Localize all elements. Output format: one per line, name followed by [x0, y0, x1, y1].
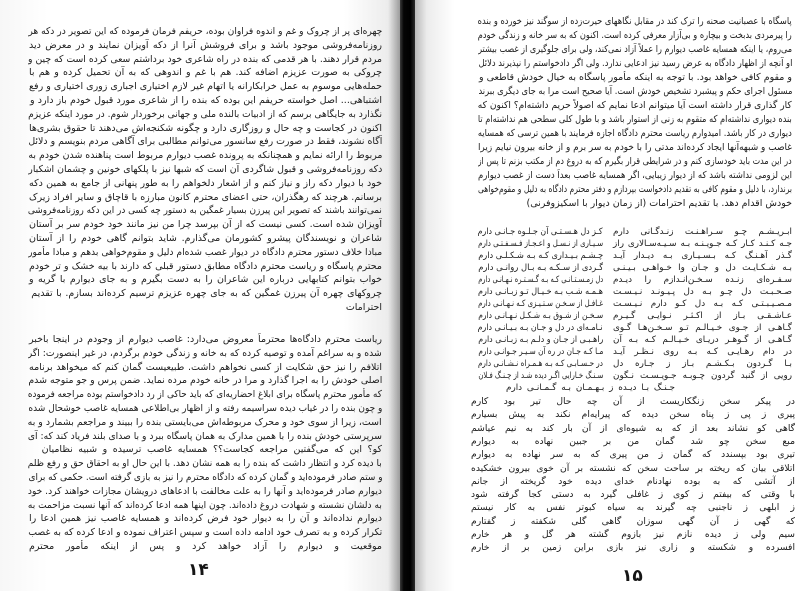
- left-paragraph-1-line-text: مربوط را ارائه نمایم و همچنانکه به پرونده غصب دیوارم مربوط است پناهنده شدن خودم به: [28, 150, 382, 162]
- left-paragraph-1-line-text: اکنون در کجاست و چه حال و روزگاری دارد و چگونه شکنجه‌اش می‌دهند تا حقوق بشری‌ها: [29, 122, 382, 134]
- verse-first-hemistich-text: مـصـیـبـتـی کـه بـه دل کـو دارم نـیـسـت: [613, 299, 792, 309]
- verse-second-hemistich: [478, 370, 603, 382]
- right-prose-line-text: و مقوم کافی خواهد بود. با توجه به اینکه مأمور پاسگاه به خیال خودش قاطعی و: [479, 72, 792, 83]
- verse-final-line: [505, 382, 675, 394]
- verse-block-line: [470, 422, 795, 435]
- book-gutter: [400, 0, 415, 591]
- verse-first-hemistich-text: در دام رهـایـی کـه بـه روی نـظـر آیـد: [613, 347, 792, 357]
- right-prose-line: [478, 141, 792, 155]
- verse-second-hemistich: [478, 274, 603, 286]
- left-paragraph-2-line-text: شده و به سراغم آمده و توصیه کرده که به خانه و زندگی خودم برگردم، در غیر اینصورت: اگر: [28, 347, 382, 359]
- right-prose-line-text: بنده دیواری نداشته‌ام که متقوم به زنی از استوار باشد و با طول کلی سطحی هم نداشته‌ام تا: [478, 114, 792, 125]
- verse-block-line-text: اتلاقی بیان که ریخته بر ساحت سخن که نشسته بر آن خوی بیرون خشکیده: [471, 462, 795, 474]
- verse-block-line: [470, 488, 795, 501]
- verse-final-line-text: جـنـگ بـا دیـده ز بـهـمـان بـه گـمـانـی دارم: [506, 383, 675, 393]
- verse-block-line: [470, 448, 795, 461]
- verse-second-hemistich: [478, 298, 603, 310]
- left-paragraph-1-line-text: مبادا خلاف دستور محترم دادگاه در دیوار غصب شده‌ام دلیل و مقوم‌خواهی بدهم و مبادا مأمور: [28, 246, 382, 258]
- verse-block-line-text: افسرده و شکسته و زاری نیز بازی براین زمین بر از خارم: [471, 542, 795, 554]
- left-paragraph-1-line: [28, 287, 382, 301]
- left-paragraph-1-line-text: چروکهای چهره آن پیرزن غمگین که به جای چهره عزیزم ترسیم کرده‌اند بسازم. با تقدیم: [31, 288, 382, 300]
- left-paragraph-1-line: [28, 122, 382, 136]
- verse-first-hemistich-text: ابـریـشـم چـو سـراهـنـت زنـدگـانی دارم: [613, 227, 792, 237]
- right-prose-line-text: می‌روم، یا اینکه همسایه غاصب دیوارم را عملاً آزاد نمی‌کند، ولی برای جلوگیری از غصب بیشتر: [478, 44, 792, 55]
- right-prose-line-text: برندارد، با دلیل و مقوم کافی به تقدیم دادخواست بپردازم و دفتر محترم دادگاه به دلیل و مقوم‌خواهی: [478, 184, 792, 195]
- right-prose-line: [478, 197, 792, 211]
- right-prose-line-text: خودش اقدام دهد. با تقدیم احترامات (از زمان دیوار با اسکیزوفرنی): [526, 198, 792, 209]
- left-paragraph-1-line: [28, 218, 382, 232]
- verse-second-hemistich: [478, 334, 603, 346]
- verse-block-line: [470, 541, 795, 554]
- left-paragraph-2-line-text: کو؟ این که می‌گفتین مراجعه کجاست؟؟ همسایه غاصب ترسیده و شبیه نظامیان: [41, 444, 382, 456]
- left-paragraph-1-line-text: چروکی به صورت عزیزم اضافه کند. هم با غم و اندوهی که به آن تحمیل کرده و هم با: [29, 67, 382, 79]
- right-prose-line: [478, 85, 792, 99]
- verse-first-hemistich-text: بـه شـکـایـت دل و جـان وا خـواهـی بـیـنـی: [613, 263, 792, 273]
- verse-second-hemistich: [478, 310, 603, 322]
- left-paragraph-1-line-text: حمله‌هایی موسوم به عمل خرابکارانه یا اتهام غیر لازم اختیاری اجباری زوری اختیاری و رفع: [29, 81, 382, 93]
- left-paragraph-1-line-text: شاعران و نویسندگان پیشرو کشورمان می‌گذارم. شاید بتوانم گاهی خودم را از آستان: [29, 233, 382, 244]
- right-prose-line-text: دیواری در کار باشد. امیدوارم ریاست محترم دادگاه اجازه فرمایند با همین ترسی که همسایه: [478, 128, 792, 139]
- left-paragraph-2-line: [28, 416, 382, 430]
- left-paragraph-2-line-text: ریاست محترم دادگاه‌ها محترماً معروض می‌دارد: غاصب دیوارم از وجودم در اینجا باخبر: [29, 334, 382, 345]
- verse-block-line-text: پیری ز پی ز پناه سخن دیده که پیرایه‌ام نکند به پیش بسیارم: [471, 409, 795, 421]
- verse-first-hemistich-text: عـاشـقـی بـاز از اکـثـر نـوایـی گـیـرم: [613, 311, 792, 321]
- verse-block-line-text: از آتشی که به بوده نهادنام خدای دیده خود گریخته از جانم: [471, 475, 795, 487]
- right-prose-line-text: مسئول اجرای حکم و پیشبرد تشخیص خودش است. آیا صحیح است مرا به جای دیگری ببرند: [478, 86, 792, 97]
- left-paragraph-2-line-text: و ستم صادر فرموده‌اید و گمان کرده که دادگاه محترم را نیز به بازی گرفته است. حکمی که برای: [28, 472, 382, 483]
- verse-second-hemistich-text: دل زمـسـتـانـی کـه بـه گـسـتـره نـهـانـی دارم: [478, 275, 603, 285]
- verse-first-hemistich: [612, 310, 792, 322]
- left-paragraph-1-line: [28, 66, 382, 80]
- left-paragraph-2-line: [28, 526, 382, 540]
- left-paragraph-1-line-text: دکه روزنامه‌فروشی و قبول شاگردی آن است که شبها نیز با پلکهای خونین و چشمان اشکبار: [28, 164, 382, 175]
- verse-block-line-text: سیم ولی ز دیده نازم نیز بازوم گشته هر گل و هر خارم: [471, 529, 795, 540]
- left-paragraph-2-line-text: تکرار کرده و به تصرف خود ادامه داده است و سپس اعتراف نموده و ادعا کرده که به غصب: [28, 527, 382, 539]
- verse-block-line-text: با وقتی که بیفتم ز کوی ز غافلی گیرد به دستی کجا گرفته شود: [471, 489, 795, 501]
- left-paragraph-1-line: [28, 204, 382, 218]
- right-prose-line-text: را پیرمردی بدبخت و بیچاره و بی‌آزار معرفی کرده است. اکنون که به سر خانه و زندگی خودم: [478, 30, 792, 41]
- left-paragraph-2-line: [28, 540, 382, 554]
- right-prose-line: [478, 99, 792, 113]
- verse-second-hemistich-text: راهـبـی از جـان و دلـم بـه زبـانـی دارم: [478, 335, 603, 345]
- left-paragraph-2-line-text: دیوارم نداده‌اند و آن را به دیوار خود فرض کرده‌اند و همسایه غاصب نیز همین ادعا را: [29, 513, 382, 525]
- right-prose-line: [478, 71, 792, 85]
- left-paragraph-2-line-text: به دلشان نشسته و شهادت دروغ داده‌اند. چون اینها همه ادعا کرده‌اند که آنها نسبت مزاحمت به: [28, 499, 382, 511]
- verse-second-hemistich: [478, 238, 603, 250]
- left-paragraph-1-line: [28, 163, 382, 177]
- verse-block-line: [470, 475, 795, 488]
- verse-first-hemistich-text: صـحـبـت دل چـو بـه دل پـیـونـد نـیـسـت: [613, 287, 792, 297]
- right-prose-line: [478, 57, 792, 71]
- verse-block-line: [470, 528, 795, 541]
- left-paragraph-2-line-text: و چون بنده را در غیاب دیده سراسیمه رفته و از اظهار بی‌اطلاعی همسایه غاصب خوشحال شده: [28, 403, 382, 414]
- left-paragraph-1-line: [28, 177, 382, 191]
- right-prose-line-text: او آنچه از اظهار دادگاه به عرض رسید نیز ادعایی ندارد. ولی اگر دادخواستم را نپذیرند دلائل: [478, 58, 792, 69]
- right-prose-line: [478, 113, 792, 127]
- verse-block-line-text: گاهی کو نشاند بعد از که به شیوه‌ای از آن بار کند به نیم عیاشم: [471, 422, 795, 434]
- verse-first-hemistich-text: رویی از گنبد گردون چـوبـه جـویـسـت نـگون: [613, 371, 792, 381]
- verse-second-hemistich: [478, 358, 603, 370]
- verse-second-hemistich-text: در حـسـابـی کـه بـه هـمـراه نـشـانـی دارم: [478, 359, 603, 369]
- verse-second-hemistich-text: چـشـم بـیـداری کـه بـه شـکـلـی دارم: [478, 251, 603, 261]
- left-paragraph-1-line: [28, 273, 382, 287]
- verse-second-hemistich: [478, 250, 603, 262]
- verse-block-line: [470, 435, 795, 448]
- verse-block-line: [470, 395, 795, 408]
- left-paragraph-1-line: [28, 94, 382, 108]
- left-paragraph-2-line: [28, 512, 382, 526]
- right-prose-line-text: در این مدت باید خودسازی کنم و در شرایطی قرار بگیرم که به دروغ دم از مکتب بزنم تا پس از: [478, 156, 792, 167]
- left-paragraph-2-line: [28, 347, 382, 361]
- verse-second-hemistich-text: گـردی از سـکـه بـه بـال روانـی دارم: [478, 263, 603, 273]
- verse-first-hemistich: [612, 322, 792, 334]
- left-paragraph-1-line-text: احترامات: [345, 302, 382, 313]
- left-paragraph-2-line-text: اتلافم را نیز حق شکایت از کسی نخواهم داشت. طبیعیست گمان کنم که میخواهد برنامه: [29, 361, 382, 373]
- verse-second-hemistich-text: سـخـن از شـوق بـه شـکـل نـهـانـی دارم: [478, 311, 603, 321]
- left-paragraph-1-line: [28, 135, 382, 149]
- right-prose-line-text: پاسگاه با عصبانیت صحنه را ترک کند در مقابل نگاههای حیرت‌زده از سوگند نیز خورده و بنده: [478, 16, 792, 27]
- verse-block-line-text: در پیکر سخن زنگکاریست از آن چه حال تیر بود کارم: [471, 396, 795, 407]
- verse-first-hemistich: [612, 250, 792, 262]
- verse-first-hemistich-text: سـفـره‌ای زنـده سـخـن‌انـدازم را دیـدم: [613, 275, 792, 285]
- right-prose-line: [478, 15, 792, 29]
- verse-block-line-text: که گهی ز آن گهی سوزان گاهی گلی شکفته ز گفتارم: [471, 515, 795, 527]
- verse-block-line: [470, 462, 795, 475]
- left-paragraph-1-line: [28, 301, 382, 315]
- left-paragraph-1-line-text: خود با دیوار دکه راز و نیاز کنم و از اشعار دلخواهم را به طور پنهانی از جامع به همین دکه: [29, 177, 382, 189]
- left-page: [0, 0, 400, 591]
- left-paragraph-1-line-text: آویزان شده است. کسی نیست که از آن بپرسد چرا من نیز مانند خود خودم سر بر آستان: [29, 219, 382, 231]
- verse-first-hemistich-text: گـذر آهـنـگ کـه بـسـیـاری بـه دیـدار آیـد: [613, 251, 792, 261]
- verse-second-hemistich-text: کـز دل هـسـتـی آن جـلـوه جـانـی دارم: [478, 227, 603, 237]
- left-paragraph-2-line: [28, 457, 382, 471]
- verse-first-hemistich: [612, 298, 792, 310]
- right-prose-line-text: کار گذاری قرار داشته است آیا میتوانم ادعا نمایم که اصولاً حریم داشته‌ام؟ اکنون که: [478, 100, 792, 111]
- left-paragraph-1-line: [28, 246, 382, 260]
- left-paragraph-2-line: [28, 402, 382, 416]
- left-paragraph-1-line-text: روزنامه‌فروشی موجود باشد و برای فروشش آنرا از دکه آویزان نمایند و در معرض دید: [29, 39, 382, 51]
- verse-first-hemistich-text: گـاهـی از جـوی خـیـالـم تـو سـخـن‌هـا گـوی: [613, 323, 792, 333]
- right-prose-line: [478, 127, 792, 141]
- left-paragraph-2-line: [28, 430, 382, 444]
- verse-second-hemistich-text: غـافـل از سـخـن سـتـیـزی کـه نـهـانـی دارم: [478, 299, 603, 309]
- verse-second-hemistich-text: نـامـه‌ای در دل و جـان بـه بـیـانـی دارم: [478, 323, 603, 333]
- right-prose-line: [478, 155, 792, 169]
- left-paragraph-1-line: [28, 149, 382, 163]
- left-paragraph-2-line-text: موقعیت و دیوارم را آزاد خواهد کرد و پس از اینکه مأمور محترم: [29, 541, 382, 552]
- left-paragraph-2-line: [28, 471, 382, 485]
- left-paragraph-1-line: [28, 232, 382, 246]
- left-paragraph-1-line: [28, 53, 382, 67]
- right-prose-line-text: غاصب و شبهه‌آنها ایجاد کرده‌اند مدتی را با خودم به سر برم و از خانه بیرون نیایم زیرا: [478, 142, 792, 153]
- left-paragraph-1-line: [28, 25, 382, 39]
- left-paragraph-1-line-text: چهره‌ای پر از چروک و غم و اندوه فراوان بوده، حریفم فرمان فرموده که این تصویر در دکه هر: [28, 26, 382, 37]
- verse-block-line: [470, 515, 795, 528]
- verse-block-line: [470, 408, 795, 421]
- left-paragraph-1-line-text: مردم قرار دهند. با هر قدمی که بنده در راه شاعری خود برداشتم سعی کرده است که چین و: [28, 53, 382, 65]
- left-paragraph-1-line-text: نمی‌توانند باشند که تصویر این پیرزن بسیار غمگین به دستور چه کسی در این دکه روزنامه‌فروشی: [28, 205, 382, 217]
- verse-block-line-text: تیری بود بپسندد که گمان ز من پیری که به سر نهاده به دیوارم: [471, 449, 795, 461]
- left-paragraph-2-line-text: است، زیرا از سوی خود و محرک مربوطه‌اش می‌بایستی بنده را ببیند و مراجعم بشمارد و به: [28, 416, 382, 428]
- left-paragraph-2-line-text: با دیده کرد و انتظار داشت که بنده را به همه نشان دهد. با این حال او به احقاق حق و رفع ظلم: [28, 458, 382, 470]
- verse-first-hemistich-text: گـاهـی از گـوهـر دریـای خـیـالـم کـه بـه آن: [613, 335, 792, 345]
- left-paragraph-1-line: [28, 108, 382, 122]
- left-paragraph-1-line-text: اشتباهی... اصل خواسته حریفم این بوده که بنده را از شاعری مورد قبول خودم باز دارد و: [29, 95, 382, 106]
- verse-first-hemistich: [612, 286, 792, 298]
- verse-first-hemistich: [612, 274, 792, 286]
- right-page: [415, 0, 809, 591]
- verse-first-hemistich-text: بـا گـردون بـکـشـم بـاز ز جـاره دل: [613, 359, 792, 369]
- left-paragraph-2-line-text: که مأمور محترم پاسگاه برای ابلاغ احضاریه‌ای که باید حاکی از رد دادخواستم بوده مراجعه فرموده: [28, 389, 382, 401]
- left-paragraph-2-line: [28, 361, 382, 375]
- left-paragraph-2-line: [28, 374, 382, 388]
- left-paragraph-2-line: [28, 333, 382, 347]
- verse-first-hemistich: [612, 346, 792, 358]
- verse-block-line: [470, 501, 795, 514]
- left-paragraph-2-line-text: سرپرستی خودش بنده را با همین مدارک به همان پاسگاه ببرد و با صدای بلند فریاد کند که: آی: [28, 430, 382, 442]
- verse-second-hemistich: [478, 262, 603, 274]
- verse-second-hemistich: [478, 322, 603, 334]
- verse-first-hemistich-text: جـه کـنـد کـار کـه جـویـنـه بـه سـیـه‌سـالاری راز: [613, 239, 792, 249]
- right-prose-line-text: این لزومی نداشته باشد که از دیوار زیبایی، اگر همسایه غاصب بعداً دست از غصب دیوارم: [478, 170, 792, 181]
- left-paragraph-2-line: [28, 388, 382, 402]
- left-paragraph-1-line-text: نگذارد به جایگاهی برسم که از ادبیات بالنده ملی و جهانی برخوردار شوم. در مورد اینکه عزیزم: [28, 108, 382, 120]
- left-paragraph-2-line: [28, 443, 382, 457]
- verse-first-hemistich: [612, 226, 792, 238]
- left-paragraph-2-line-text: دیوارم صادر فرموده‌اید و آنها را به علت مخالفت با ادعاهای درویشان مجازات خواهند کرد. خود: [28, 485, 382, 497]
- right-prose-line: [478, 183, 792, 197]
- left-paragraph-1-line: [28, 39, 382, 53]
- verse-second-hemistich: [478, 346, 603, 358]
- left-paragraph-1-line: [28, 80, 382, 94]
- verse-block-line-text: مبع سخن چو شد گمان من بر جبین نهاده به دیوارم: [471, 435, 795, 447]
- left-paragraph-2-line-text: اصلی خودش را به اجرا گذارد و مرا در خانه خودم مرده نماید. ضمن پرس و جو متوجه شدم: [28, 375, 382, 387]
- verse-second-hemistich: [478, 226, 603, 238]
- verse-first-hemistich: [612, 358, 792, 370]
- left-paragraph-1-line: [28, 191, 382, 205]
- page-number-right: ۱۵: [622, 566, 643, 586]
- left-paragraph-1-line: [28, 260, 382, 274]
- verse-first-hemistich: [612, 238, 792, 250]
- right-prose-line: [478, 29, 792, 43]
- right-prose-line: [478, 169, 792, 183]
- left-paragraph-2-line: [28, 499, 382, 513]
- left-paragraph-2-line: [28, 485, 382, 499]
- verse-first-hemistich: [612, 334, 792, 346]
- left-paragraph-1-line-text: برسانم. هرچند که رهگذران، حتی اعضای محترم کانون مبارزه با قاچاق و سایر افراد زیرک: [29, 191, 382, 203]
- verse-first-hemistich: [612, 262, 792, 274]
- verse-first-hemistich: [612, 370, 792, 382]
- verse-block-line-text: ز ابلهی ز ناجنبی چه گیرند به سیاه کبوتر نفس به کار نیستم: [471, 502, 795, 514]
- verse-second-hemistich: [478, 286, 603, 298]
- verse-second-hemistich-text: هـمـه شـب بـه خـیـال تـو زبـانـی دارم: [478, 287, 603, 297]
- left-paragraph-1-line-text: آگاه نشوند، فقط در صورت رفع سانسور می‌توانم مطالبی برای آگاهی مردم بنویسم و دلائل: [28, 136, 382, 148]
- verse-second-hemistich-text: سـنـگ خـارایی اگـر دیده شـد از چـنـگ فـلان: [478, 371, 603, 381]
- left-paragraph-1-line-text: محترم پاسگاه و ریاست محترم دادگاه مطابق دستور قبلی که دارند با بیه خشک و تر خودم: [29, 260, 382, 272]
- verse-second-hemistich-text: مـا کـه جـان در ره آن سـیـر جـوانـی دارم: [478, 347, 603, 357]
- page-number-left: ۱۴: [188, 560, 209, 580]
- verse-second-hemistich-text: سـیـاری از نـسـل و اعـجـاز فـسـفـتـی دارم: [478, 239, 603, 249]
- left-paragraph-1-line-text: خواب بتوانم کتابهایی درباره این شاعران را به دست بگیرم و به جای دیوارم با گریه و: [29, 274, 382, 286]
- right-prose-line: [478, 43, 792, 57]
